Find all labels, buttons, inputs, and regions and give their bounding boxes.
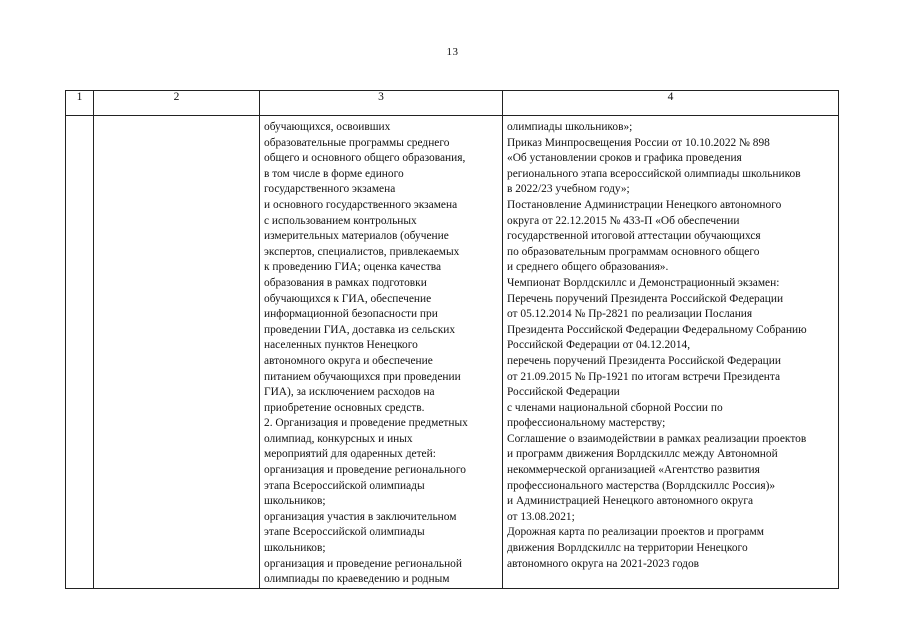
- text-line: профессиональному мастерству;: [507, 417, 666, 430]
- text-line: организация и проведение региональной: [264, 557, 462, 570]
- cell-col-2: [94, 116, 260, 589]
- text-line: в 2022/23 учебном году»;: [507, 183, 630, 196]
- text-line: школьников;: [264, 495, 326, 508]
- text-line: с членами национальной сборной России по: [507, 401, 723, 414]
- text-line: Постановление Администрации Ненецкого автономного: [507, 198, 782, 211]
- text-line: от 13.08.2021;: [507, 510, 575, 523]
- text-line: образования в рамках подготовки: [264, 276, 427, 289]
- text-line: образовательные программы среднего: [264, 136, 450, 149]
- text-line: движения Ворлдскиллс на территории Ненецкого: [507, 542, 748, 555]
- text-line: от 21.09.2015 № Пр-1921 по итогам встречи Президента: [507, 370, 781, 383]
- text-line: этапа Всероссийской олимпиады: [264, 479, 425, 492]
- text-line: автономного округа на 2021-2023 годов: [507, 557, 700, 570]
- text-line: Президента Российской Федерации Федеральному Собранию: [507, 323, 807, 336]
- text-line: школьников;: [264, 542, 326, 555]
- text-line: этапе Всероссийской олимпиады: [264, 526, 425, 539]
- text-line: по образовательным программам основного общего: [507, 245, 760, 258]
- text-line: и Администрацией Ненецкого автономного округа: [507, 495, 754, 508]
- text-line: государственного экзамена: [264, 183, 396, 196]
- text-line: олимпиад, конкурсных и иных: [264, 432, 413, 445]
- text-line: округа от 22.12.2015 № 433-П «Об обеспечении: [507, 214, 740, 227]
- header-col-3: 3: [260, 91, 503, 116]
- text-line: мероприятий для одаренных детей:: [264, 448, 436, 461]
- text-line: автономного округа и обеспечение: [264, 354, 433, 367]
- text-line: государственной итоговой аттестации обучающихся: [507, 230, 761, 243]
- text-line: проведении ГИА, доставка из сельских: [264, 323, 456, 336]
- header-col-4: 4: [503, 91, 839, 116]
- text-line: профессионального мастерства (Ворлдскиллс Россия)»: [507, 479, 776, 492]
- header-col-1: 1: [66, 91, 94, 116]
- text-line: в том числе в форме единого: [264, 167, 404, 180]
- legal-basis-text: [503, 116, 838, 572]
- text-line: измерительных материалов (обучение: [264, 230, 449, 243]
- table-row: [66, 116, 839, 589]
- text-line: Российской Федерации: [507, 386, 620, 399]
- text-line: Чемпионат Ворлдскиллс и Демонстрационный экзамен:: [507, 276, 780, 289]
- text-line: питанием обучающихся при проведении: [264, 370, 461, 383]
- text-line: некоммерческой организацией «Агентство развития: [507, 464, 760, 477]
- text-line: Соглашение о взаимодействии в рамках реализации проектов: [507, 432, 807, 445]
- text-line: с использованием контрольных: [264, 214, 417, 227]
- cell-col-3: [260, 116, 503, 589]
- text-line: организация участия в заключительном: [264, 510, 457, 523]
- text-line: регионального этапа всероссийской олимпиады школьников: [507, 167, 801, 180]
- text-line: от 05.12.2014 № Пр-2821 по реализации Послания: [507, 308, 753, 321]
- text-line: организация и проведение регионального: [264, 464, 466, 477]
- text-line: «Об установлении сроков и графика проведения: [507, 152, 742, 165]
- text-line: Перечень поручений Президента Российской Федерации: [507, 292, 784, 305]
- text-line: населенных пунктов Ненецкого: [264, 339, 418, 352]
- text-line: Приказ Минпросвещения России от 10.10.2022 № 898: [507, 136, 770, 149]
- text-line: обучающихся к ГИА, обеспечение: [264, 292, 432, 305]
- text-line: и программ движения Ворлдскиллс между Автономной: [507, 448, 778, 461]
- table-header-row: [66, 91, 839, 116]
- text-line: информационной безопасности при: [264, 308, 438, 321]
- text-line: олимпиады школьников»;: [507, 121, 633, 133]
- activity-description-text: [260, 116, 502, 588]
- text-line: и среднего общего образования».: [507, 261, 669, 274]
- text-line: Российской Федерации от 04.12.2014,: [507, 339, 691, 352]
- cell-col-1: [66, 116, 94, 589]
- text-line: экспертов, специалистов, привлекаемых: [264, 245, 460, 258]
- text-line: ГИА), за исключением расходов на: [264, 386, 435, 399]
- text-line: общего и основного общего образования,: [264, 152, 466, 165]
- text-line: олимпиады по краеведению и родным: [264, 573, 450, 586]
- text-line: приобретение основных средств.: [264, 401, 425, 414]
- cell-col-4: [503, 116, 839, 589]
- page-number: 13: [446, 46, 459, 58]
- text-line: к проведению ГИА; оценка качества: [264, 261, 442, 274]
- header-col-2: 2: [94, 91, 260, 116]
- text-line: обучающихся, освоивших: [264, 121, 391, 133]
- text-line: перечень поручений Президента Российской Федерации: [507, 354, 781, 367]
- text-line: Дорожная карта по реализации проектов и программ: [507, 526, 764, 539]
- text-line: 2. Организация и проведение предметных: [264, 417, 468, 430]
- text-line: и основного государственного экзамена: [264, 198, 458, 211]
- document-table: [65, 90, 839, 589]
